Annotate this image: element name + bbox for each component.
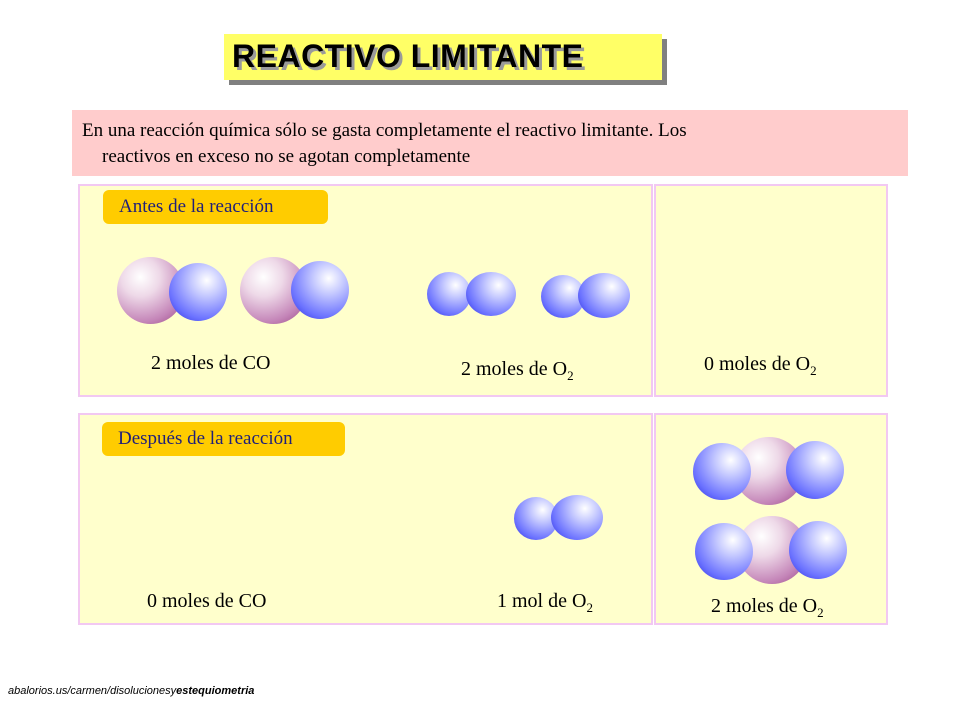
intro-text-box bbox=[72, 110, 908, 176]
title-box bbox=[224, 34, 662, 80]
intro-line-1: En una reacción química sólo se gasta completamente el reactivo limitante. Los bbox=[82, 120, 687, 141]
oxygen-atom bbox=[466, 272, 516, 316]
page-title: REACTIVO LIMITANTE bbox=[232, 38, 584, 74]
oxygen-atom bbox=[789, 521, 847, 579]
oxygen-atom bbox=[551, 495, 603, 540]
oxygen-atom bbox=[578, 273, 630, 318]
oxygen-atom bbox=[786, 441, 844, 499]
oxygen-atom bbox=[291, 261, 349, 319]
after-co-label: 0 moles de CO bbox=[147, 590, 267, 612]
after-o2-label: 1 mol de $O_2$ bbox=[497, 590, 593, 615]
before-co-label: 2 moles de CO bbox=[151, 352, 271, 374]
source-footer: abalorios.us/carmen/disolucionesyestequiometria bbox=[8, 685, 255, 697]
oxygen-atom bbox=[169, 263, 227, 321]
oxygen-atom bbox=[427, 272, 471, 316]
after-product-label: 2 moles de $O_2$ bbox=[711, 595, 824, 620]
before-product-label: 0 moles de $O_2$ bbox=[704, 353, 817, 378]
before-o2-label: 2 moles de $O_2$ bbox=[461, 358, 574, 383]
after-reaction-badge: Después de la reacción bbox=[102, 422, 345, 456]
intro-line-2: reactivos en exceso no se agotan completamente bbox=[102, 146, 471, 167]
oxygen-atom bbox=[693, 443, 751, 500]
oxygen-atom bbox=[695, 523, 753, 580]
before-reaction-badge: Antes de la reacción bbox=[103, 190, 328, 224]
